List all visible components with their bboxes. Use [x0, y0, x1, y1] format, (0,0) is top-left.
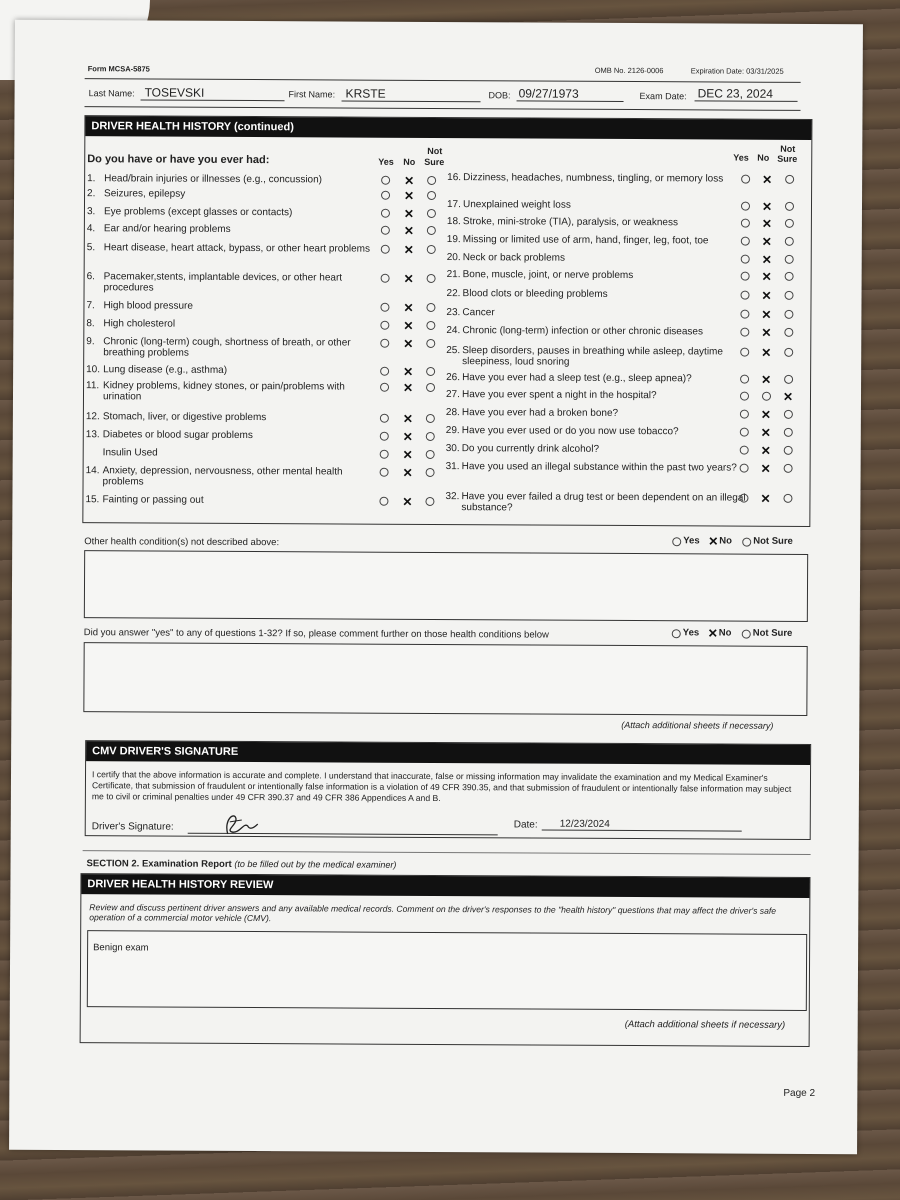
radio-yes[interactable] [741, 219, 750, 228]
question-text: Head/brain injuries or illnesses (e.g., concussion) [104, 173, 323, 186]
radio-label-not-sure: Not Sure [753, 535, 793, 547]
checked-x-mark[interactable]: ✕ [761, 269, 772, 284]
health-history-title: DRIVER HEALTH HISTORY (continued) [85, 116, 811, 140]
checked-x-mark[interactable]: ✕ [707, 626, 718, 641]
radio-no[interactable] [762, 392, 771, 401]
radio-label-yes: Yes [682, 627, 700, 639]
radio-yes[interactable] [740, 348, 749, 357]
signature-date-field[interactable]: 12/23/2024 [542, 819, 742, 832]
radio-yes[interactable] [741, 175, 750, 184]
question-number: 27. [445, 389, 460, 401]
radio-yes[interactable] [672, 629, 681, 638]
checked-x-mark[interactable]: ✕ [760, 461, 771, 476]
radio-label-no: No [718, 627, 732, 639]
radio-yes[interactable] [381, 226, 390, 235]
question-text: High cholesterol [103, 318, 176, 330]
question-text: Anxiety, depression, nervousness, other mental health problems [102, 465, 343, 488]
page-number: Page 2 [783, 1087, 816, 1099]
yes-comment-radio-group [672, 627, 812, 642]
radio-not-sure[interactable] [785, 219, 794, 228]
question-number: 5. [86, 242, 96, 254]
question-text: Stroke, mini-stroke (TIA), paralysis, or weakness [462, 216, 679, 229]
radio-yes[interactable] [381, 209, 390, 218]
radio-yes[interactable] [380, 383, 389, 392]
signature-scribble [214, 810, 264, 836]
question-number: 17. [446, 199, 461, 211]
checked-x-mark[interactable]: ✕ [760, 425, 771, 440]
section2-heading [87, 858, 397, 871]
question-text: Sleep disorders, pauses in breathing while asleep, daytime sleepiness, loud snoring [462, 345, 723, 368]
radio-yes[interactable] [740, 410, 749, 419]
radio-yes[interactable] [741, 291, 750, 300]
question-text: Neck or back problems [462, 252, 566, 264]
radio-yes[interactable] [381, 274, 390, 283]
question-text: Fainting or passing out [102, 494, 204, 506]
radio-yes[interactable] [380, 414, 389, 423]
exam-date-label: Exam Date: [639, 91, 687, 102]
signature-section [85, 740, 811, 840]
question-number: 18. [446, 216, 461, 228]
radio-not-sure[interactable] [427, 209, 436, 218]
radio-not-sure[interactable] [427, 274, 436, 283]
checked-x-mark[interactable]: ✕ [404, 173, 415, 188]
question-number: 6. [86, 271, 95, 283]
radio-not-sure[interactable] [785, 272, 794, 281]
left-col-sure: Sure [424, 156, 445, 168]
question-text: Do you currently drink alcohol? [461, 443, 600, 455]
checked-x-mark[interactable]: ✕ [761, 252, 772, 267]
radio-yes[interactable] [740, 464, 749, 473]
radio-not-sure[interactable] [785, 291, 794, 300]
radio-yes[interactable] [740, 328, 749, 337]
radio-not-sure[interactable] [426, 468, 435, 477]
review-section [80, 873, 811, 1047]
radio-yes[interactable] [741, 237, 750, 246]
radio-not-sure[interactable] [785, 175, 794, 184]
left-col-no: No [403, 156, 416, 167]
question-number: 9. [86, 336, 95, 348]
radio-not-sure[interactable] [784, 428, 793, 437]
radio-label-no: No [719, 535, 732, 547]
review-comment-box[interactable] [87, 930, 807, 1011]
other-conditions-radio-group [672, 535, 812, 550]
radio-not-sure[interactable] [784, 375, 793, 384]
checked-x-mark[interactable]: ✕ [761, 372, 772, 387]
checked-x-mark[interactable]: ✕ [762, 172, 773, 187]
question-number: 24. [446, 325, 461, 337]
question-text: Chronic (long-term) infection or other chronic diseases [462, 325, 704, 338]
section2-subtitle: (to be filled out by the medical examiner) [234, 858, 397, 870]
radio-not-sure[interactable] [426, 303, 435, 312]
question-number: 12. [85, 411, 100, 423]
radio-yes[interactable] [739, 494, 748, 503]
question-number: 7. [86, 300, 95, 312]
omb-number: OMB No. 2126-0006 [594, 65, 664, 76]
question-text: Blood clots or bleeding problems [462, 288, 608, 300]
signature-title: CMV DRIVER'S SIGNATURE [86, 741, 810, 765]
radio-yes[interactable] [380, 432, 389, 441]
name-row [85, 78, 801, 111]
review-title: DRIVER HEALTH HISTORY REVIEW [81, 874, 809, 898]
radio-not-sure[interactable] [426, 367, 435, 376]
expiration-date: Expiration Date: 03/31/2025 [690, 66, 784, 76]
checked-x-mark[interactable]: ✕ [402, 429, 413, 444]
checked-x-mark[interactable]: ✕ [403, 380, 414, 395]
section-divider [83, 850, 811, 855]
question-text: Diabetes or blood sugar problems [102, 429, 253, 442]
checked-x-mark[interactable]: ✕ [403, 364, 414, 379]
radio-not-sure[interactable] [427, 191, 436, 200]
question-number: 26. [446, 372, 461, 384]
question-text: Missing or limited use of arm, hand, finger, leg, foot, toe [462, 234, 709, 247]
checked-x-mark[interactable]: ✕ [402, 411, 413, 426]
radio-yes[interactable] [740, 310, 749, 319]
checked-x-mark[interactable]: ✕ [402, 465, 413, 480]
radio-yes[interactable] [741, 255, 750, 264]
radio-not-sure[interactable] [426, 414, 435, 423]
radio-not-sure[interactable] [426, 383, 435, 392]
question-number: 29. [445, 425, 460, 437]
question-number: 16. [447, 172, 462, 184]
question-number: 4. [86, 223, 96, 235]
question-number: 15. [85, 494, 100, 506]
radio-not-sure[interactable] [783, 494, 792, 503]
question-text: Lung disease (e.g., asthma) [103, 364, 228, 376]
checked-x-mark[interactable]: ✕ [403, 300, 414, 315]
checked-x-mark[interactable]: ✕ [782, 389, 794, 404]
right-col-no: No [757, 152, 770, 163]
checked-x-mark[interactable]: ✕ [404, 188, 415, 203]
exam-date-field[interactable]: DEC 23, 2024 [695, 86, 798, 102]
review-instructions: Review and discuss pertinent driver answers and any available medical records. Comment on the driver's responses to the "health history" questions that may affect the driver's safe operation of a commercial motor vehicle (CMV). [89, 902, 777, 924]
checked-x-mark[interactable]: ✕ [761, 288, 772, 303]
checked-x-mark[interactable]: ✕ [761, 234, 772, 249]
dob-field[interactable]: 09/27/1973 [517, 86, 624, 102]
radio-not-sure[interactable] [427, 176, 436, 185]
radio-not-sure[interactable] [785, 202, 794, 211]
radio-yes[interactable] [672, 537, 681, 546]
checked-x-mark[interactable]: ✕ [760, 491, 771, 506]
checked-x-mark[interactable]: ✕ [761, 345, 772, 360]
checked-x-mark[interactable]: ✕ [761, 216, 773, 231]
radio-yes[interactable] [381, 176, 390, 185]
radio-yes[interactable] [741, 272, 750, 281]
question-text: Eye problems (except glasses or contacts) [103, 206, 293, 219]
checked-x-mark[interactable]: ✕ [403, 271, 414, 286]
left-col-yes: Yes [378, 156, 394, 167]
radio-yes[interactable] [740, 392, 749, 401]
right-col-sure: Sure [777, 153, 798, 164]
health-history-section [82, 115, 812, 527]
radio-not-sure[interactable] [784, 328, 793, 337]
yes-comment-textbox[interactable] [83, 642, 807, 716]
history-prompt: Do you have or have you ever had: [87, 153, 270, 167]
question-text: Have you ever had a sleep test (e.g., sleep apnea)? [462, 372, 692, 385]
checked-x-mark[interactable]: ✕ [708, 534, 719, 549]
question-number: 11. [86, 380, 100, 392]
radio-yes[interactable] [740, 428, 749, 437]
radio-yes[interactable] [380, 468, 389, 477]
radio-not-sure[interactable] [426, 450, 435, 459]
last-name-label: Last Name: [88, 88, 135, 99]
form-page [9, 20, 863, 1154]
radio-not-sure[interactable] [784, 410, 793, 419]
radio-yes[interactable] [381, 245, 390, 254]
question-number: 25. [446, 345, 461, 357]
checked-x-mark[interactable]: ✕ [403, 242, 414, 257]
question-number: 2. [87, 188, 96, 200]
question-number: 28. [445, 407, 460, 419]
checked-x-mark[interactable]: ✕ [402, 447, 413, 462]
question-text: Have you ever failed a drug test or been dependent on an illegal substance? [461, 491, 746, 514]
checked-x-mark[interactable]: ✕ [403, 223, 414, 238]
radio-not-sure[interactable] [425, 497, 434, 506]
question-number: 20. [446, 252, 461, 264]
radio-not-sure[interactable] [426, 321, 435, 330]
radio-yes[interactable] [380, 321, 389, 330]
radio-yes[interactable] [380, 303, 389, 312]
first-name-label: First Name: [288, 89, 336, 100]
question-number: 3. [86, 206, 96, 218]
question-number: 10. [86, 364, 101, 376]
radio-label-yes: Yes [683, 535, 700, 547]
form-id: Form MCSA-5875 [87, 64, 150, 74]
question-text: Cancer [462, 307, 495, 319]
question-text: Heart disease, heart attack, bypass, or other heart problems [103, 242, 371, 255]
review-comment-text: Benign exam [93, 942, 149, 954]
radio-yes[interactable] [381, 191, 390, 200]
checked-x-mark[interactable]: ✕ [760, 443, 771, 458]
question-text: Have you ever had a broken bone? [461, 407, 619, 419]
section2-title: SECTION 2. Examination Report [86, 858, 232, 870]
radio-not-sure[interactable] [784, 464, 793, 473]
question-text: High blood pressure [103, 300, 193, 312]
other-conditions-textbox[interactable] [84, 550, 808, 622]
question-number: 19. [446, 234, 461, 246]
checked-x-mark[interactable]: ✕ [761, 199, 773, 214]
question-text: Dizziness, headaches, numbness, tingling, or memory loss [463, 172, 724, 185]
checked-x-mark[interactable]: ✕ [761, 325, 772, 340]
radio-yes[interactable] [740, 375, 749, 384]
radio-yes[interactable] [379, 497, 388, 506]
question-number: 13. [85, 429, 100, 441]
radio-not-sure[interactable] [426, 339, 435, 348]
question-text: Ear and/or hearing problems [103, 223, 231, 235]
radio-not-sure[interactable] [427, 226, 436, 235]
radio-not-sure[interactable] [784, 310, 793, 319]
question-text: Bone, muscle, joint, or nerve problems [462, 269, 634, 282]
last-name-field[interactable]: TOSEVSKI [141, 85, 285, 101]
question-number: 21. [446, 269, 461, 281]
signature-label: Driver's Signature: [91, 821, 174, 833]
dob-label: DOB: [488, 90, 511, 101]
yes-comment-attach-note: (Attach additional sheets if necessary) [621, 719, 774, 731]
right-col-yes: Yes [733, 152, 749, 163]
radio-yes[interactable] [741, 202, 750, 211]
radio-yes[interactable] [380, 367, 389, 376]
radio-not-sure[interactable] [742, 630, 751, 639]
checked-x-mark[interactable]: ✕ [402, 494, 413, 509]
question-number: 14. [85, 465, 100, 477]
question-number: 23. [446, 307, 461, 319]
radio-yes[interactable] [380, 339, 389, 348]
checked-x-mark[interactable]: ✕ [403, 336, 414, 351]
certify-statement: I certify that the above information is accurate and complete. I understand that inaccurate, false or missing information may invalidate the examination and my Medical Examiner's Certificate, that submission of fraudulent or intentionally false information is a violation of 49 CFR 390.35, and that submission of fraudulent or intentionally false information may subject me to civil or criminal penalties under 49 CFR 390.37 and 49 CFR 386 Appendices A and B. [91, 769, 792, 804]
question-text: Unexplained weight loss [462, 199, 571, 211]
question-text: Kidney problems, kidney stones, or pain/problems with urination [102, 380, 345, 403]
checked-x-mark[interactable]: ✕ [760, 407, 772, 422]
radio-not-sure[interactable] [784, 446, 793, 455]
radio-not-sure[interactable] [427, 245, 436, 254]
radio-yes[interactable] [380, 450, 389, 459]
question-text: Chronic (long-term) cough, shortness of breath, or other breathing problems [103, 336, 351, 359]
radio-label-not-sure: Not Sure [752, 627, 793, 639]
radio-not-sure[interactable] [742, 538, 751, 547]
radio-yes[interactable] [740, 446, 749, 455]
radio-not-sure[interactable] [785, 255, 794, 264]
question-text: Pacemaker,stents, implantable devices, or other heart procedures [103, 271, 343, 294]
date-label: Date: [513, 819, 538, 831]
first-name-field[interactable]: KRSTE [342, 86, 481, 102]
question-text: Insulin Used [102, 447, 158, 459]
right-col-not: Not [780, 143, 796, 154]
radio-not-sure[interactable] [785, 237, 794, 246]
question-text: Have you used an illegal substance within the past two years? [461, 461, 737, 474]
question-number: 32. [445, 491, 460, 503]
question-text: Have you ever spent a night in the hospital? [461, 389, 657, 402]
checked-x-mark[interactable]: ✕ [403, 206, 415, 221]
question-text: Seizures, epilepsy [104, 188, 186, 200]
other-conditions-label: Other health condition(s) not described above: [84, 536, 280, 549]
question-number: 1. [87, 173, 96, 185]
question-number: 8. [86, 318, 95, 330]
question-text: Stomach, liver, or digestive problems [102, 411, 267, 424]
review-attach-note: (Attach additional sheets if necessary) [624, 1018, 786, 1031]
question-number: 31. [445, 461, 460, 473]
checked-x-mark[interactable]: ✕ [761, 307, 772, 322]
yes-comment-label: Did you answer "yes" to any of questions 1-32? If so, please comment further on those health conditions below [83, 627, 549, 641]
question-number: 30. [445, 443, 460, 455]
radio-not-sure[interactable] [426, 432, 435, 441]
question-text: Have you ever used or do you now use tobacco? [461, 425, 679, 438]
radio-not-sure[interactable] [784, 348, 793, 357]
checked-x-mark[interactable]: ✕ [403, 318, 414, 333]
question-number: 22. [446, 288, 461, 300]
left-col-not: Not [427, 145, 443, 157]
